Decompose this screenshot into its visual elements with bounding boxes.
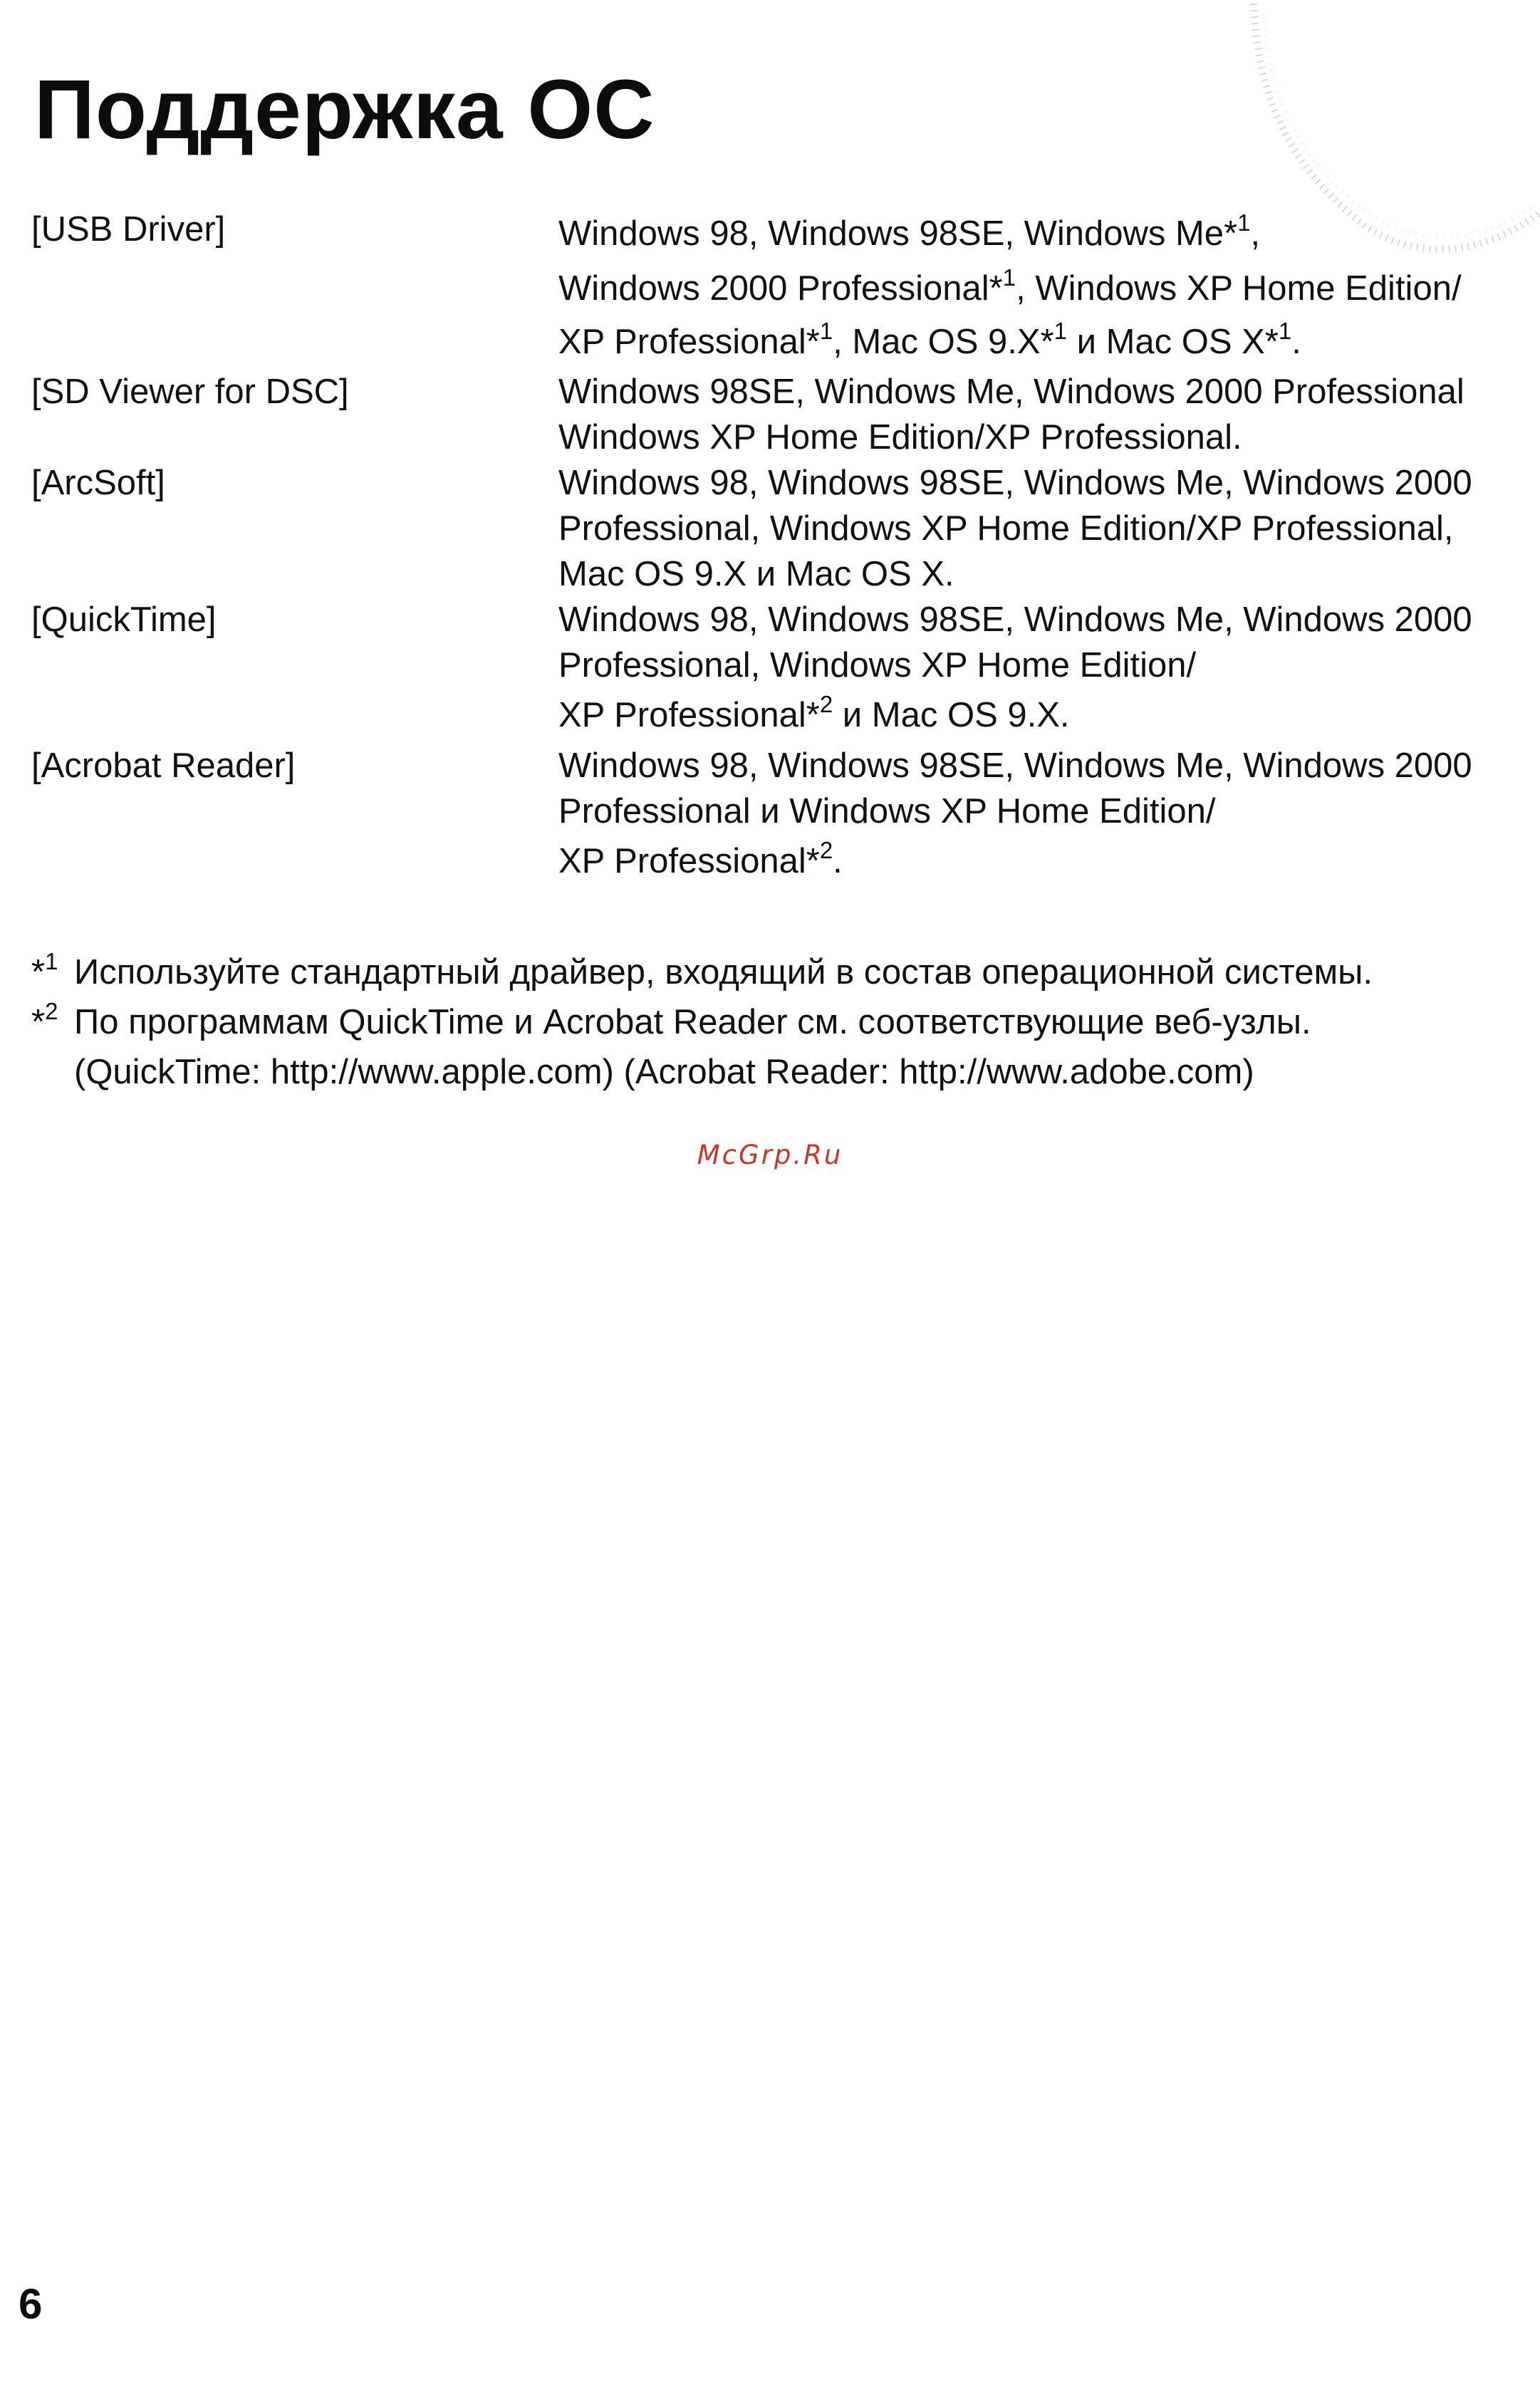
os-row-arcsoft [31,460,1513,597]
supported-os-text [558,743,1513,889]
os-support-table [31,207,1513,889]
watermark-text: McGrp.Ru [697,1140,843,1170]
software-label: [SD Viewer for DSC] [31,373,349,411]
os-row-acrobat-reader [31,743,1513,889]
footnote-ref: 2 [819,837,833,863]
os-line: Professional, Windows XP Home Edition/ [558,646,1197,685]
footnote-ref: 1 [1002,264,1016,291]
software-label: [Acrobat Reader] [31,746,296,785]
supported-os-text [558,460,1513,597]
os-line: Windows 98, Windows 98SE, Windows Me, Windows 2000 [558,464,1472,502]
os-line: Windows 98, Windows 98SE, Windows Me, Windows 2000 [558,600,1472,639]
os-line: Windows 98, Windows 98SE, Windows Me, Windows 2000 [558,746,1472,785]
footnote-ref: 1 [1053,318,1067,344]
supported-os-text [558,207,1513,368]
os-row-sd-viewer [31,369,1513,460]
software-label: [ArcSoft] [31,464,165,502]
footnote-ref: 2 [819,691,833,717]
os-row-quicktime [31,597,1513,743]
supported-os-text [558,369,1513,460]
footnote-ref: 1 [1278,318,1292,344]
os-line: Professional и Windows XP Home Edition/ [558,792,1216,831]
os-line: XP Professional*$^1$, Mac OS 9.X*$^1$ и Mac OS X*$^1$. [558,318,1301,361]
footnote-2 [31,997,1513,1097]
os-line: XP Professional*$^2$. [558,837,843,880]
software-label: [USB Driver] [31,210,226,249]
page-title: Поддержка ОС [34,63,655,157]
footnote-text: По программам QuickTime и Acrobat Reader см. соответствующие веб-узлы. (QuickTime: http://www.apple.com) (Acrobat Reader: http://www.adobe.com) [74,997,1311,1097]
footnote-urls: (QuickTime: http://www.apple.com) (Acrobat Reader: http://www.adobe.com) [74,1053,1254,1091]
footnote-marker: *$^1$ [31,948,58,992]
footnote-marker: *$^2$ [31,998,58,1041]
footnote-text: Используйте стандартный драйвер, входящий в состав операционной системы. [74,953,1373,992]
os-line: Mac OS 9.X и Mac OS X. [558,555,954,593]
page-number: 6 [19,2280,43,2328]
footnote-ref: 1 [1237,209,1251,236]
footnotes [31,947,1513,1097]
os-line: Windows 98, Windows 98SE, Windows Me*$^1$, [558,209,1261,253]
os-line: XP Professional*$^2$ и Mac OS 9.X. [558,691,1070,734]
os-line: Windows 2000 Professional*$^1$, Windows XP Home Edition/ [558,264,1462,308]
os-line: Windows XP Home Edition/XP Professional. [558,418,1242,457]
footnote-1 [31,947,1513,997]
os-line: Professional, Windows XP Home Edition/XP Professional, [558,509,1454,548]
os-row-usb-driver [31,207,1513,368]
supported-os-text [558,597,1513,743]
footnote-ref: 1 [819,318,833,344]
os-line: Windows 98SE, Windows Me, Windows 2000 Professional [558,373,1464,411]
software-label: [QuickTime] [31,600,217,639]
